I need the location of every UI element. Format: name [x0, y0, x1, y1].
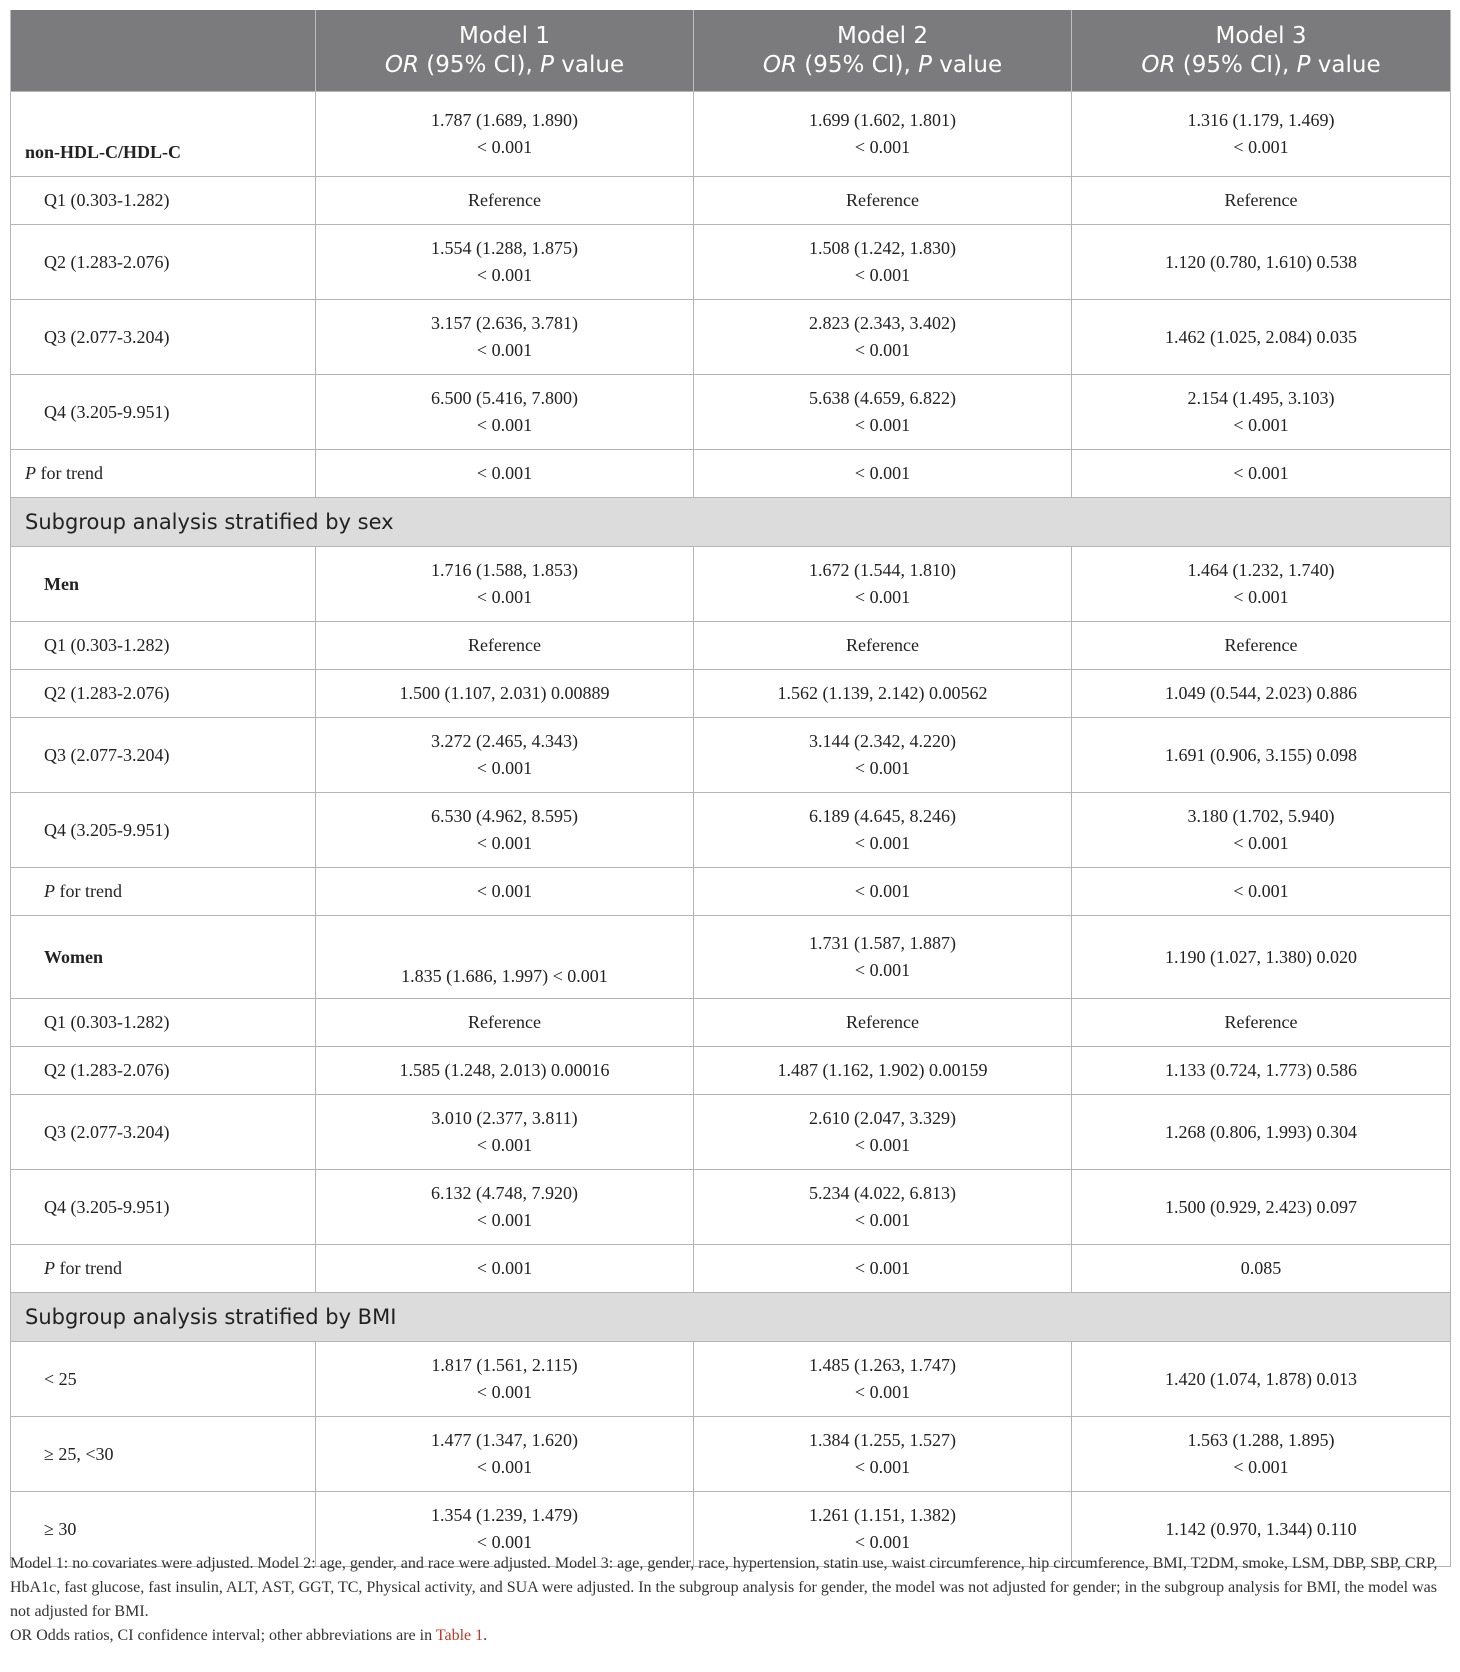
model-2-value: < 0.001	[694, 1245, 1072, 1293]
model-1-value: 1.554 (1.288, 1.875) < 0.001	[316, 225, 694, 300]
model-3-value: 1.190 (1.027, 1.380) 0.020	[1072, 916, 1451, 999]
header-model-1	[316, 10, 694, 92]
model-2-value: 2.823 (2.343, 3.402) < 0.001	[694, 300, 1072, 375]
model-3-value: 1.120 (0.780, 1.610) 0.538	[1072, 225, 1451, 300]
results-table-container	[10, 10, 1450, 1567]
model-3-value: 1.316 (1.179, 1.469) < 0.001	[1072, 92, 1451, 177]
table-row	[11, 622, 1451, 670]
table-row	[11, 177, 1451, 225]
row-label: Q4 (3.205-9.951)	[11, 1170, 316, 1245]
model-3-value: 1.691 (0.906, 3.155) 0.098	[1072, 718, 1451, 793]
model-3-value: 1.563 (1.288, 1.895) < 0.001	[1072, 1417, 1451, 1492]
model-1-value: < 0.001	[316, 868, 694, 916]
model-subtitle: OR (95% CI), P value	[762, 51, 1003, 78]
model-1-value: 1.716 (1.588, 1.853) < 0.001	[316, 547, 694, 622]
table-footnotes	[10, 1552, 1450, 1648]
row-label: P for trend	[11, 868, 316, 916]
table-row	[11, 718, 1451, 793]
row-label: ≥ 30	[11, 1492, 316, 1567]
model-1-value: Reference	[316, 177, 694, 225]
row-label: Q3 (2.077-3.204)	[11, 718, 316, 793]
model-title: Model 2	[836, 22, 928, 49]
model-title: Model 3	[1215, 22, 1307, 49]
table-row	[11, 1417, 1451, 1492]
table-row	[11, 1047, 1451, 1095]
table-row	[11, 1095, 1451, 1170]
header-model-3	[1072, 10, 1451, 92]
model-1-value: Reference	[316, 999, 694, 1047]
model-title: Model 1	[458, 22, 550, 49]
model-2-value: 1.487 (1.162, 1.902) 0.00159	[694, 1047, 1072, 1095]
table-body	[11, 92, 1451, 1567]
table-row	[11, 300, 1451, 375]
row-label: Q2 (1.283-2.076)	[11, 670, 316, 718]
section-title: Subgroup analysis stratified by sex	[11, 498, 1451, 547]
model-2-value: 3.144 (2.342, 4.220) < 0.001	[694, 718, 1072, 793]
model-1-value: < 0.001	[316, 450, 694, 498]
model-subtitle: OR (95% CI), P value	[1141, 51, 1381, 78]
row-label: Women	[11, 916, 316, 999]
row-label: ≥ 25, <30	[11, 1417, 316, 1492]
model-2-value: 1.261 (1.151, 1.382) < 0.001	[694, 1492, 1072, 1567]
model-2-value: 1.508 (1.242, 1.830) < 0.001	[694, 225, 1072, 300]
model-2-value: 1.731 (1.587, 1.887) < 0.001	[694, 916, 1072, 999]
model-2-value: Reference	[694, 999, 1072, 1047]
model-1-value: 1.500 (1.107, 2.031) 0.00889	[316, 670, 694, 718]
table-row	[11, 1170, 1451, 1245]
row-label: Q2 (1.283-2.076)	[11, 225, 316, 300]
table-row	[11, 916, 1451, 999]
model-3-value: Reference	[1072, 177, 1451, 225]
row-label: Q4 (3.205-9.951)	[11, 793, 316, 868]
header-row	[11, 10, 1451, 92]
model-3-value: 1.500 (0.929, 2.423) 0.097	[1072, 1170, 1451, 1245]
model-1-value: Reference	[316, 622, 694, 670]
model-1-value: 1.787 (1.689, 1.890) < 0.001	[316, 92, 694, 177]
model-3-value: 1.420 (1.074, 1.878) 0.013	[1072, 1342, 1451, 1417]
header-model-2	[694, 10, 1072, 92]
model-1-value: < 0.001	[316, 1245, 694, 1293]
model-1-value: 1.477 (1.347, 1.620) < 0.001	[316, 1417, 694, 1492]
row-label: Men	[11, 547, 316, 622]
row-label: P for trend	[11, 1245, 316, 1293]
model-1-value: 1.354 (1.239, 1.479) < 0.001	[316, 1492, 694, 1567]
model-2-value: 1.672 (1.544, 1.810) < 0.001	[694, 547, 1072, 622]
table-row	[11, 450, 1451, 498]
model-2-value: 1.384 (1.255, 1.527) < 0.001	[694, 1417, 1072, 1492]
model-3-value: 1.268 (0.806, 1.993) 0.304	[1072, 1095, 1451, 1170]
odds-ratio-table	[10, 10, 1451, 1567]
model-1-value: 1.585 (1.248, 2.013) 0.00016	[316, 1047, 694, 1095]
model-1-value: 1.835 (1.686, 1.997) < 0.001	[316, 916, 694, 999]
row-label: Q2 (1.283-2.076)	[11, 1047, 316, 1095]
model-3-value: 3.180 (1.702, 5.940) < 0.001	[1072, 793, 1451, 868]
row-label: Q1 (0.303-1.282)	[11, 622, 316, 670]
model-1-value: 6.500 (5.416, 7.800) < 0.001	[316, 375, 694, 450]
model-1-value: 6.132 (4.748, 7.920) < 0.001	[316, 1170, 694, 1245]
model-2-value: 5.234 (4.022, 6.813) < 0.001	[694, 1170, 1072, 1245]
model-2-value: 2.610 (2.047, 3.329) < 0.001	[694, 1095, 1072, 1170]
model-2-value: Reference	[694, 177, 1072, 225]
model-3-value: 0.085	[1072, 1245, 1451, 1293]
model-2-value: 6.189 (4.645, 8.246) < 0.001	[694, 793, 1072, 868]
row-label: P for trend	[11, 450, 316, 498]
model-2-value: 5.638 (4.659, 6.822) < 0.001	[694, 375, 1072, 450]
model-3-value: < 0.001	[1072, 450, 1451, 498]
row-label: Q1 (0.303-1.282)	[11, 177, 316, 225]
model-2-value: < 0.001	[694, 450, 1072, 498]
model-3-value: Reference	[1072, 999, 1451, 1047]
model-2-value: 1.562 (1.139, 2.142) 0.00562	[694, 670, 1072, 718]
model-3-value: 2.154 (1.495, 3.103) < 0.001	[1072, 375, 1451, 450]
model-3-value: 1.464 (1.232, 1.740) < 0.001	[1072, 547, 1451, 622]
model-3-value: 1.142 (0.970, 1.344) 0.110	[1072, 1492, 1451, 1567]
model-3-value: 1.133 (0.724, 1.773) 0.586	[1072, 1047, 1451, 1095]
row-label: Q1 (0.303-1.282)	[11, 999, 316, 1047]
table-row	[11, 225, 1451, 300]
table-row	[11, 1342, 1451, 1417]
row-label: non-HDL-C/HDL-C	[11, 92, 316, 177]
table-row	[11, 999, 1451, 1047]
model-subtitle: OR (95% CI), P value	[384, 51, 625, 78]
section-title: Subgroup analysis stratified by BMI	[11, 1293, 1451, 1342]
model-1-value: 3.272 (2.465, 4.343) < 0.001	[316, 718, 694, 793]
model-2-value: 1.485 (1.263, 1.747) < 0.001	[694, 1342, 1072, 1417]
model-1-value: 6.530 (4.962, 8.595) < 0.001	[316, 793, 694, 868]
model-2-value: 1.699 (1.602, 1.801) < 0.001	[694, 92, 1072, 177]
row-label: Q3 (2.077-3.204)	[11, 1095, 316, 1170]
model-1-value: 1.817 (1.561, 2.115) < 0.001	[316, 1342, 694, 1417]
table-row	[11, 670, 1451, 718]
model-3-value: Reference	[1072, 622, 1451, 670]
table-row	[11, 868, 1451, 916]
model-3-value: < 0.001	[1072, 868, 1451, 916]
row-label: Q3 (2.077-3.204)	[11, 300, 316, 375]
table-row	[11, 375, 1451, 450]
model-3-value: 1.049 (0.544, 2.023) 0.886	[1072, 670, 1451, 718]
row-label: Q4 (3.205-9.951)	[11, 375, 316, 450]
table-row	[11, 547, 1451, 622]
row-label: < 25	[11, 1342, 316, 1417]
model-1-value: 3.010 (2.377, 3.811) < 0.001	[316, 1095, 694, 1170]
table-row	[11, 1245, 1451, 1293]
model-1-value: 3.157 (2.636, 3.781) < 0.001	[316, 300, 694, 375]
section-header-row	[11, 498, 1451, 547]
model-2-value: < 0.001	[694, 868, 1072, 916]
table-row	[11, 92, 1451, 177]
model-2-value: Reference	[694, 622, 1072, 670]
footnote-abbreviations: OR Odds ratios, CI confidence interval; other abbreviations are in Table 1.	[10, 1627, 488, 1644]
section-header-row	[11, 1293, 1451, 1342]
table-row	[11, 793, 1451, 868]
model-3-value: 1.462 (1.025, 2.084) 0.035	[1072, 300, 1451, 375]
header-empty	[11, 10, 316, 92]
table-1-link[interactable]: Table 1	[435, 1627, 484, 1644]
footnote-models: Model 1: no covariates were adjusted. Model 2: age, gender, and race were adjusted. Model 3: age, gender, race, hypertension, statin use, waist circumference, hip circumference, BMI, T2DM, smoke, LSM, DBP, SBP, CRP, HbA1c, fast glucose, fast insulin, ALT, AST, GGT, TC, Physical activity, and SUA were adjusted. In the subgroup analysis for gender, the model was not adjusted for gender; in the subgroup analysis for BMI, the model was not adjusted for BMI.	[10, 1555, 1438, 1620]
